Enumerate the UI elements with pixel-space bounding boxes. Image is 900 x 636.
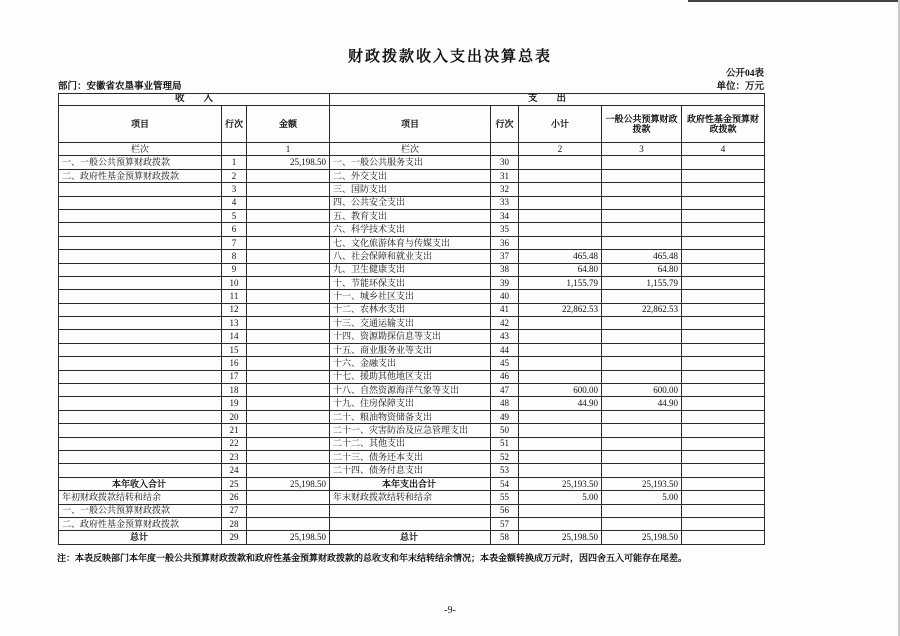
- table-row: [59, 477, 765, 490]
- expense-line-no-cell: 53: [491, 464, 519, 477]
- expense-item-cell: 十八、自然资源海洋气象等支出: [330, 384, 491, 397]
- income-amount-cell: 25,198.50: [247, 477, 330, 490]
- expense-line-no-cell: 46: [491, 370, 519, 383]
- expense-item-cell: 十七、援助其他地区支出: [330, 370, 491, 383]
- income-amount-cell: [247, 183, 330, 196]
- expense-govfund-budget-cell: [682, 410, 765, 423]
- expense-line-no-cell: 32: [491, 183, 519, 196]
- expense-item-cell: 年末财政拨款结转和结余: [330, 491, 491, 504]
- expense-subtotal-cell: [519, 370, 602, 383]
- expense-item-cell: 十五、商业服务业等支出: [330, 343, 491, 356]
- income-amount-cell: [247, 263, 330, 276]
- table-row: [59, 491, 765, 504]
- income-line-no-cell: 2: [222, 169, 247, 182]
- income-amount-cell: [247, 357, 330, 370]
- expense-govfund-budget-cell: [682, 357, 765, 370]
- expense-line-no-cell: 48: [491, 397, 519, 410]
- index-col-4: 4: [682, 143, 765, 156]
- expense-line-no-cell: 54: [491, 477, 519, 490]
- expense-subtotal-cell: 25,198.50: [519, 531, 602, 544]
- expense-general-budget-cell: [602, 223, 682, 236]
- expense-subtotal-cell: 5.00: [519, 491, 602, 504]
- expense-general-budget-cell: [602, 424, 682, 437]
- income-item-cell: [59, 183, 222, 196]
- col-header-expense-subtotal: 小计: [519, 106, 602, 143]
- income-item-cell: [59, 290, 222, 303]
- income-line-no-cell: 12: [222, 303, 247, 316]
- table-row: [59, 169, 765, 182]
- income-item-cell: 二、政府性基金预算财政拨款: [59, 169, 222, 182]
- expense-general-budget-cell: 5.00: [602, 491, 682, 504]
- expense-subtotal-cell: [519, 464, 602, 477]
- income-line-no-cell: 15: [222, 343, 247, 356]
- income-amount-cell: [247, 236, 330, 249]
- col-header-income-amount: 金额: [247, 106, 330, 143]
- table-row: [59, 410, 765, 423]
- income-amount-cell: [247, 169, 330, 182]
- expense-item-cell: 二十一、灾害防治及应急管理支出: [330, 424, 491, 437]
- income-line-no-cell: 24: [222, 464, 247, 477]
- expense-line-no-cell: 30: [491, 156, 519, 169]
- income-amount-cell: [247, 276, 330, 289]
- expense-line-no-cell: 57: [491, 517, 519, 530]
- expense-govfund-budget-cell: [682, 290, 765, 303]
- income-amount-cell: [247, 450, 330, 463]
- expense-govfund-budget-cell: [682, 491, 765, 504]
- income-item-cell: [59, 424, 222, 437]
- expense-section-header: 支 出: [330, 94, 765, 106]
- expense-item-cell: 二十四、债务付息支出: [330, 464, 491, 477]
- expense-item-cell: 十一、城乡社区支出: [330, 290, 491, 303]
- expense-item-cell: 本年支出合计: [330, 477, 491, 490]
- fiscal-summary-table: [58, 93, 765, 545]
- expense-item-cell: 十二、农林水支出: [330, 303, 491, 316]
- scan-edge-artifact-top: [688, 0, 900, 2]
- expense-item-cell: 二十三、债务还本支出: [330, 450, 491, 463]
- table-row: [59, 196, 765, 209]
- expense-subtotal-cell: 22,862.53: [519, 303, 602, 316]
- expense-general-budget-cell: [602, 209, 682, 222]
- expense-general-budget-cell: [602, 410, 682, 423]
- expense-subtotal-cell: [519, 290, 602, 303]
- income-amount-cell: [247, 517, 330, 530]
- table-row: [59, 223, 765, 236]
- expense-govfund-budget-cell: [682, 517, 765, 530]
- expense-subtotal-cell: [519, 410, 602, 423]
- expense-govfund-budget-cell: [682, 397, 765, 410]
- expense-item-cell: 九、卫生健康支出: [330, 263, 491, 276]
- expense-general-budget-cell: [602, 156, 682, 169]
- expense-line-no-cell: 47: [491, 384, 519, 397]
- expense-subtotal-cell: [519, 317, 602, 330]
- income-item-cell: [59, 209, 222, 222]
- expense-general-budget-cell: 465.48: [602, 250, 682, 263]
- income-item-cell: [59, 223, 222, 236]
- income-line-no-cell: 29: [222, 531, 247, 544]
- expense-govfund-budget-cell: [682, 317, 765, 330]
- expense-subtotal-cell: 1,155.79: [519, 276, 602, 289]
- expense-general-budget-cell: [602, 450, 682, 463]
- expense-line-no-cell: 45: [491, 357, 519, 370]
- table-row: [59, 357, 765, 370]
- expense-general-budget-cell: 600.00: [602, 384, 682, 397]
- income-item-cell: [59, 410, 222, 423]
- table-row: [59, 384, 765, 397]
- expense-item-cell: 四、公共安全支出: [330, 196, 491, 209]
- expense-general-budget-cell: [602, 196, 682, 209]
- expense-item-cell: 十九、住房保障支出: [330, 397, 491, 410]
- income-section-header: 收 入: [59, 94, 330, 106]
- table-row: [59, 517, 765, 530]
- table-row: [59, 464, 765, 477]
- income-item-cell: 总计: [59, 531, 222, 544]
- expense-subtotal-cell: [519, 330, 602, 343]
- income-amount-cell: [247, 437, 330, 450]
- expense-govfund-budget-cell: [682, 504, 765, 517]
- expense-general-budget-cell: [602, 330, 682, 343]
- expense-general-budget-cell: [602, 464, 682, 477]
- expense-govfund-budget-cell: [682, 370, 765, 383]
- expense-govfund-budget-cell: [682, 343, 765, 356]
- income-amount-cell: [247, 250, 330, 263]
- income-item-cell: [59, 330, 222, 343]
- expense-general-budget-cell: [602, 517, 682, 530]
- footnote: 注：本表反映部门本年度一般公共预算财政拨款和政府性基金预算财政拨款的总收支和年末结转结余情况；本表金额转换成万元时，因四舍五入可能存在尾差。: [57, 553, 688, 563]
- expense-subtotal-cell: [519, 169, 602, 182]
- column-index-row: [59, 143, 765, 156]
- income-amount-cell: [247, 209, 330, 222]
- expense-subtotal-cell: [519, 517, 602, 530]
- income-amount-cell: [247, 223, 330, 236]
- expense-subtotal-cell: [519, 450, 602, 463]
- expense-line-no-cell: 34: [491, 209, 519, 222]
- expense-subtotal-cell: [519, 424, 602, 437]
- income-item-cell: [59, 236, 222, 249]
- income-amount-cell: [247, 370, 330, 383]
- expense-subtotal-cell: [519, 223, 602, 236]
- expense-line-no-cell: 37: [491, 250, 519, 263]
- expense-line-no-cell: 35: [491, 223, 519, 236]
- expense-general-budget-cell: 1,155.79: [602, 276, 682, 289]
- expense-govfund-budget-cell: [682, 464, 765, 477]
- expense-item-cell: [330, 517, 491, 530]
- income-item-cell: [59, 317, 222, 330]
- income-amount-cell: [247, 290, 330, 303]
- expense-subtotal-cell: [519, 196, 602, 209]
- income-amount-cell: [247, 196, 330, 209]
- col-header-expense-govfund-budget: 政府性基金预算财政拨款: [682, 106, 765, 143]
- table-row: [59, 290, 765, 303]
- income-line-no-cell: 9: [222, 263, 247, 276]
- income-line-no-cell: 18: [222, 384, 247, 397]
- expense-govfund-budget-cell: [682, 209, 765, 222]
- income-item-cell: [59, 357, 222, 370]
- table-body: [59, 156, 765, 544]
- expense-subtotal-cell: [519, 437, 602, 450]
- income-item-cell: [59, 276, 222, 289]
- income-line-no-cell: 14: [222, 330, 247, 343]
- table-row: [59, 263, 765, 276]
- expense-item-cell: 八、社会保障和就业支出: [330, 250, 491, 263]
- blank-cell: [222, 143, 247, 156]
- table-row: [59, 276, 765, 289]
- income-line-no-cell: 4: [222, 196, 247, 209]
- income-line-no-cell: 13: [222, 317, 247, 330]
- expense-govfund-budget-cell: [682, 223, 765, 236]
- income-item-cell: [59, 343, 222, 356]
- income-amount-cell: [247, 491, 330, 504]
- expense-line-no-cell: 50: [491, 424, 519, 437]
- unit-label: 单位：万元: [716, 82, 764, 92]
- income-item-cell: [59, 437, 222, 450]
- expense-general-budget-cell: [602, 317, 682, 330]
- expense-line-no-cell: 55: [491, 491, 519, 504]
- income-line-no-cell: 19: [222, 397, 247, 410]
- col-header-expense-line: 行次: [491, 106, 519, 143]
- expense-line-no-cell: 41: [491, 303, 519, 316]
- expense-item-cell: 十四、资源勘探信息等支出: [330, 330, 491, 343]
- form-code-label: 公开04表: [725, 69, 764, 79]
- income-item-cell: 本年收入合计: [59, 477, 222, 490]
- table-row: [59, 236, 765, 249]
- expense-govfund-budget-cell: [682, 250, 765, 263]
- expense-item-cell: [330, 504, 491, 517]
- income-line-no-cell: 28: [222, 517, 247, 530]
- page-title: 财政拨款收入支出决算总表: [347, 49, 552, 65]
- income-line-no-cell: 8: [222, 250, 247, 263]
- expense-subtotal-cell: [519, 209, 602, 222]
- table-row: [59, 424, 765, 437]
- expense-item-cell: 二十二、其他支出: [330, 437, 491, 450]
- expense-govfund-budget-cell: [682, 236, 765, 249]
- expense-line-no-cell: 39: [491, 276, 519, 289]
- income-item-cell: 一、一般公共预算财政拨款: [59, 156, 222, 169]
- expense-line-no-cell: 40: [491, 290, 519, 303]
- expense-subtotal-cell: 600.00: [519, 384, 602, 397]
- expense-general-budget-cell: [602, 437, 682, 450]
- expense-item-cell: 一、一般公共服务支出: [330, 156, 491, 169]
- index-col-2: 2: [519, 143, 602, 156]
- income-item-cell: [59, 464, 222, 477]
- expense-line-no-cell: 36: [491, 236, 519, 249]
- income-item-cell: [59, 250, 222, 263]
- income-line-no-cell: 5: [222, 209, 247, 222]
- expense-govfund-budget-cell: [682, 196, 765, 209]
- expense-general-budget-cell: [602, 183, 682, 196]
- expense-general-budget-cell: [602, 343, 682, 356]
- income-item-cell: [59, 397, 222, 410]
- income-line-no-cell: 27: [222, 504, 247, 517]
- expense-item-cell: 总计: [330, 531, 491, 544]
- department-label: 部门：安徽省农垦事业管理局: [58, 82, 182, 92]
- expense-govfund-budget-cell: [682, 384, 765, 397]
- income-item-cell: [59, 370, 222, 383]
- income-line-no-cell: 26: [222, 491, 247, 504]
- expense-subtotal-cell: 465.48: [519, 250, 602, 263]
- expense-subtotal-cell: 25,193.50: [519, 477, 602, 490]
- expense-general-budget-cell: [602, 236, 682, 249]
- income-amount-cell: 25,198.50: [247, 531, 330, 544]
- table-row: [59, 303, 765, 316]
- table-row: [59, 209, 765, 222]
- income-line-no-cell: 11: [222, 290, 247, 303]
- expense-govfund-budget-cell: [682, 183, 765, 196]
- table-row: [59, 450, 765, 463]
- expense-line-no-cell: 52: [491, 450, 519, 463]
- income-amount-cell: 25,198.50: [247, 156, 330, 169]
- income-line-no-cell: 22: [222, 437, 247, 450]
- expense-item-cell: 七、文化旅游体育与传媒支出: [330, 236, 491, 249]
- income-item-cell: 年初财政拨款结转和结余: [59, 491, 222, 504]
- expense-item-cell: 二、外交支出: [330, 169, 491, 182]
- expense-govfund-budget-cell: [682, 303, 765, 316]
- income-line-no-cell: 3: [222, 183, 247, 196]
- expense-general-budget-cell: [602, 370, 682, 383]
- expense-subtotal-cell: [519, 236, 602, 249]
- income-amount-cell: [247, 303, 330, 316]
- income-line-no-cell: 23: [222, 450, 247, 463]
- expense-general-budget-cell: 25,198.50: [602, 531, 682, 544]
- income-amount-cell: [247, 504, 330, 517]
- expense-item-cell: 五、教育支出: [330, 209, 491, 222]
- expense-item-cell: 十三、交通运输支出: [330, 317, 491, 330]
- expense-line-no-cell: 56: [491, 504, 519, 517]
- table-row: [59, 397, 765, 410]
- income-line-no-cell: 25: [222, 477, 247, 490]
- col-header-income-line: 行次: [222, 106, 247, 143]
- income-amount-cell: [247, 424, 330, 437]
- income-item-cell: [59, 196, 222, 209]
- table-row: [59, 504, 765, 517]
- expense-govfund-budget-cell: [682, 477, 765, 490]
- index-col-3: 3: [602, 143, 682, 156]
- table-row: [59, 317, 765, 330]
- income-amount-cell: [247, 330, 330, 343]
- expense-govfund-budget-cell: [682, 531, 765, 544]
- expense-govfund-budget-cell: [682, 276, 765, 289]
- index-col-1: 1: [247, 143, 330, 156]
- expense-govfund-budget-cell: [682, 169, 765, 182]
- expense-general-budget-cell: [602, 357, 682, 370]
- table-row: [59, 156, 765, 169]
- expense-subtotal-cell: [519, 156, 602, 169]
- expense-general-budget-cell: 25,193.50: [602, 477, 682, 490]
- income-line-no-cell: 16: [222, 357, 247, 370]
- col-header-expense-item: 项目: [330, 106, 491, 143]
- expense-line-no-cell: 44: [491, 343, 519, 356]
- expense-line-no-cell: 51: [491, 437, 519, 450]
- income-amount-cell: [247, 384, 330, 397]
- expense-subtotal-cell: [519, 183, 602, 196]
- income-line-no-cell: 1: [222, 156, 247, 169]
- expense-general-budget-cell: [602, 504, 682, 517]
- income-item-cell: [59, 450, 222, 463]
- expense-general-budget-cell: [602, 169, 682, 182]
- expense-item-cell: 二十、粮油物资储备支出: [330, 410, 491, 423]
- expense-line-no-cell: 31: [491, 169, 519, 182]
- income-amount-cell: [247, 397, 330, 410]
- income-line-no-cell: 10: [222, 276, 247, 289]
- expense-general-budget-cell: 64.80: [602, 263, 682, 276]
- income-amount-cell: [247, 343, 330, 356]
- expense-item-cell: 十六、金融支出: [330, 357, 491, 370]
- expense-line-no-cell: 42: [491, 317, 519, 330]
- income-line-no-cell: 6: [222, 223, 247, 236]
- income-amount-cell: [247, 464, 330, 477]
- expense-line-no-cell: 49: [491, 410, 519, 423]
- expense-general-budget-cell: 44.90: [602, 397, 682, 410]
- index-label-expense: 栏次: [330, 143, 491, 156]
- expense-govfund-budget-cell: [682, 330, 765, 343]
- expense-govfund-budget-cell: [682, 263, 765, 276]
- expense-govfund-budget-cell: [682, 437, 765, 450]
- column-header-row: [59, 106, 765, 143]
- income-item-cell: 一、一般公共预算财政拨款: [59, 504, 222, 517]
- expense-general-budget-cell: 22,862.53: [602, 303, 682, 316]
- expense-line-no-cell: 43: [491, 330, 519, 343]
- blank-cell: [491, 143, 519, 156]
- table-row: [59, 437, 765, 450]
- table-row: [59, 343, 765, 356]
- expense-govfund-budget-cell: [682, 424, 765, 437]
- income-line-no-cell: 17: [222, 370, 247, 383]
- table-row: [59, 183, 765, 196]
- expense-subtotal-cell: [519, 357, 602, 370]
- expense-subtotal-cell: 44.90: [519, 397, 602, 410]
- income-item-cell: [59, 263, 222, 276]
- col-header-expense-general-budget: 一般公共预算财政拨款: [602, 106, 682, 143]
- expense-item-cell: 三、国防支出: [330, 183, 491, 196]
- expense-subtotal-cell: [519, 343, 602, 356]
- expense-line-no-cell: 33: [491, 196, 519, 209]
- table-row: [59, 250, 765, 263]
- expense-govfund-budget-cell: [682, 450, 765, 463]
- expense-subtotal-cell: 64.80: [519, 263, 602, 276]
- income-item-cell: 二、政府性基金预算财政拨款: [59, 517, 222, 530]
- expense-general-budget-cell: [602, 290, 682, 303]
- expense-line-no-cell: 38: [491, 263, 519, 276]
- expense-govfund-budget-cell: [682, 156, 765, 169]
- index-label-income: 栏次: [59, 143, 222, 156]
- page-number: -9-: [444, 605, 456, 616]
- table-row: [59, 330, 765, 343]
- income-amount-cell: [247, 317, 330, 330]
- income-line-no-cell: 20: [222, 410, 247, 423]
- income-item-cell: [59, 384, 222, 397]
- income-line-no-cell: 7: [222, 236, 247, 249]
- section-header-row: [59, 94, 765, 106]
- expense-subtotal-cell: [519, 504, 602, 517]
- income-amount-cell: [247, 410, 330, 423]
- expense-line-no-cell: 58: [491, 531, 519, 544]
- table-row: [59, 370, 765, 383]
- expense-item-cell: 十、节能环保支出: [330, 276, 491, 289]
- expense-item-cell: 六、科学技术支出: [330, 223, 491, 236]
- col-header-income-item: 项目: [59, 106, 222, 143]
- income-line-no-cell: 21: [222, 424, 247, 437]
- table-row: [59, 531, 765, 544]
- income-item-cell: [59, 303, 222, 316]
